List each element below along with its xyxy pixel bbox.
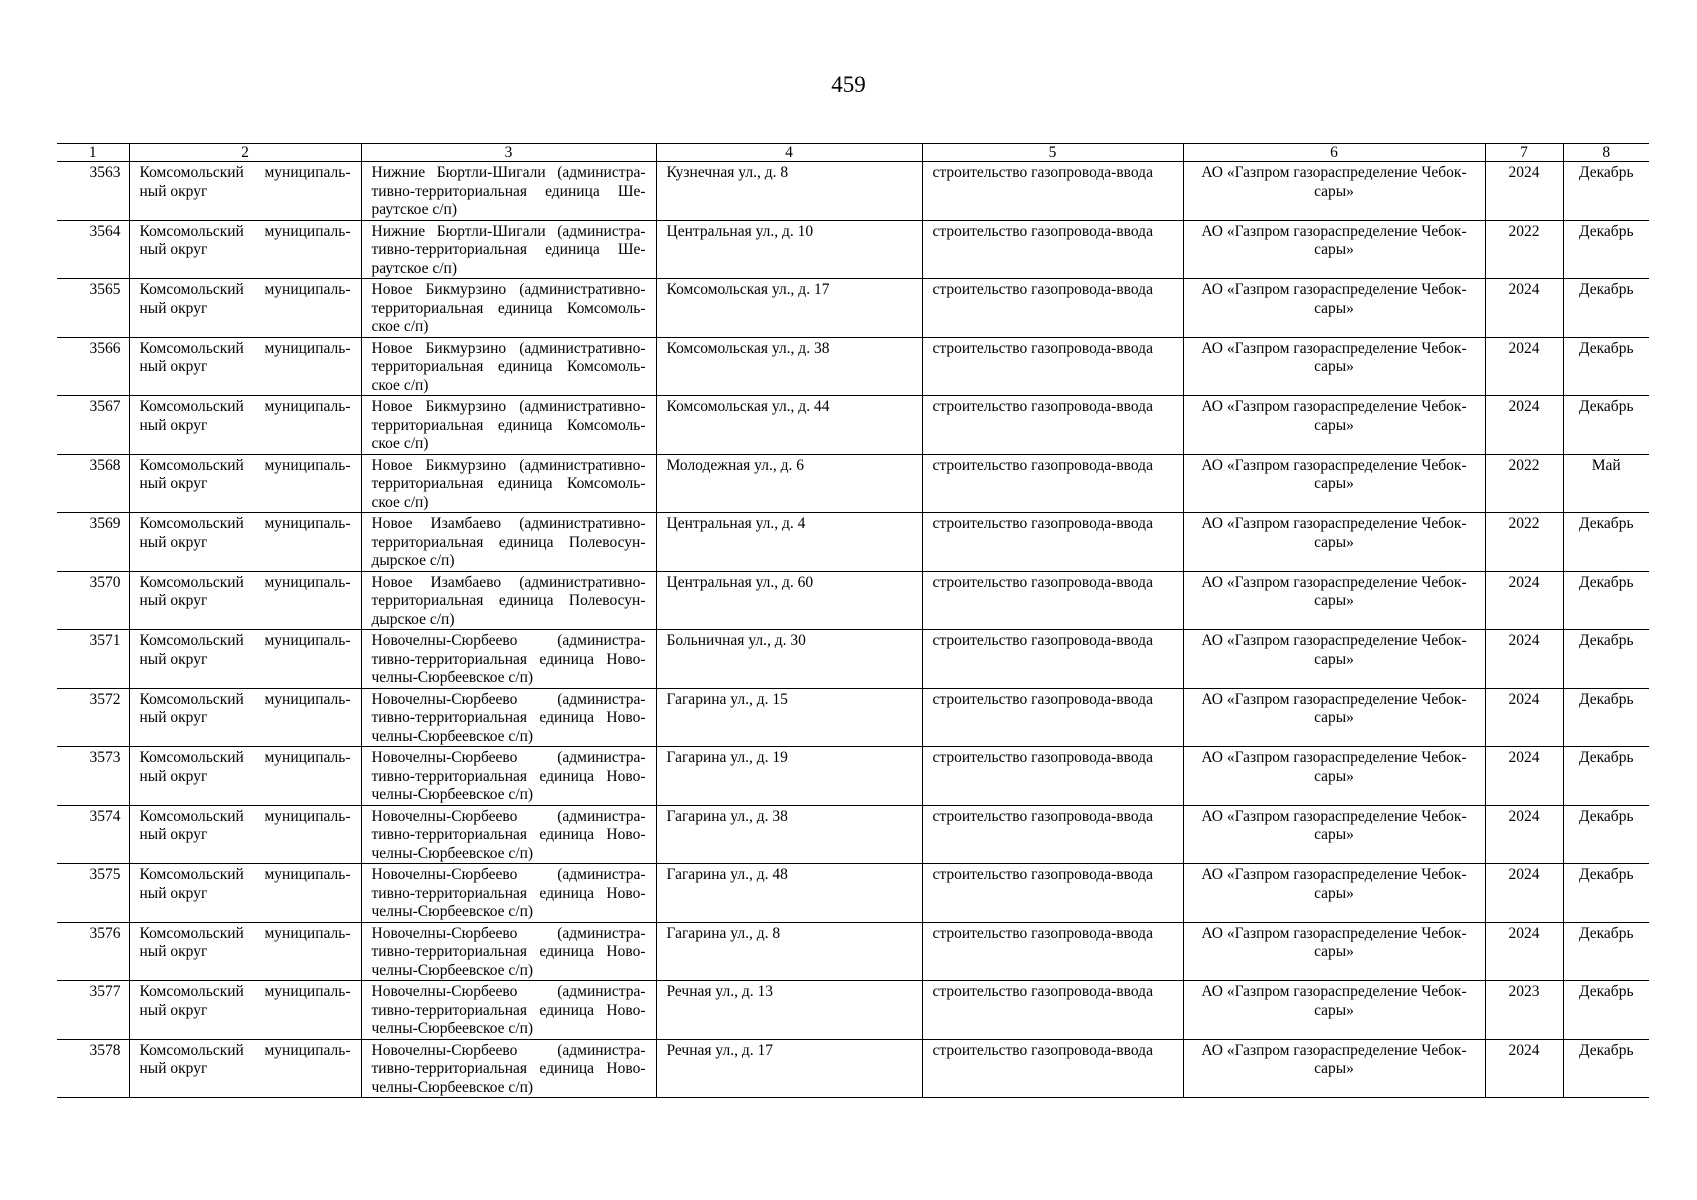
cell-line: ный округ — [139, 358, 208, 375]
cell-organization — [1183, 571, 1485, 630]
cell-locality — [361, 513, 656, 572]
cell-locality — [361, 805, 656, 864]
cell-line: челны-Сюрбеевское с/п) — [371, 961, 534, 979]
cell-district — [129, 220, 361, 279]
cell-year: 2023 — [1485, 981, 1563, 1040]
cell-line: ный округ — [139, 533, 208, 551]
cell-number: 3577 — [57, 981, 129, 1040]
cell-month: Декабрь — [1563, 747, 1649, 806]
cell-address: Больничная ул., д. 30 — [656, 630, 922, 689]
cell-district — [129, 747, 361, 806]
cell-line: АО «Газпром газораспределение Чебок- — [1201, 866, 1467, 883]
cell-line: Комсомольский муниципаль- — [139, 632, 351, 649]
cell-work-type: строительство газопровода-ввода — [922, 922, 1183, 981]
table-row — [57, 805, 1649, 864]
cell-line: ный округ — [139, 1001, 208, 1019]
cell-line: челны-Сюрбеевское с/п) — [371, 727, 534, 745]
cell-district — [129, 396, 361, 455]
cell-month: Декабрь — [1563, 805, 1649, 864]
cell-line: ный округ — [139, 826, 208, 843]
cell-number: 3567 — [57, 396, 129, 455]
cell-line: Новое Изамбаево (административно- — [371, 515, 646, 532]
cell-year: 2024 — [1485, 688, 1563, 747]
cell-line: дырское с/п) — [371, 552, 455, 569]
cell-line: сары» — [1314, 416, 1354, 434]
cell-month: Май — [1563, 454, 1649, 513]
table-row — [57, 630, 1649, 689]
cell-number: 3569 — [57, 513, 129, 572]
cell-line: Комсомольский муниципаль- — [139, 807, 351, 825]
column-header: 2 — [129, 144, 361, 162]
data-table — [57, 143, 1649, 1098]
cell-number: 3565 — [57, 279, 129, 338]
cell-work-type: строительство газопровода-ввода — [922, 688, 1183, 747]
cell-address: Гагарина ул., д. 19 — [656, 747, 922, 806]
cell-locality — [361, 747, 656, 806]
cell-line: сары» — [1314, 943, 1354, 960]
cell-work-type: строительство газопровода-ввода — [922, 630, 1183, 689]
cell-district — [129, 513, 361, 572]
cell-work-type: строительство газопровода-ввода — [922, 747, 1183, 806]
cell-line: Новое Бикмурзино (административно- — [371, 281, 646, 298]
cell-line: ный округ — [139, 884, 208, 902]
cell-line: Нижние Бюртли-Шигали (администра- — [371, 164, 646, 181]
cell-line: ское с/п) — [371, 318, 429, 335]
cell-line: Новое Бикмурзино (административно- — [371, 339, 646, 357]
cell-line: сары» — [1314, 182, 1354, 200]
cell-address: Речная ул., д. 17 — [656, 1039, 922, 1098]
cell-organization — [1183, 337, 1485, 396]
table-header-row — [57, 144, 1649, 162]
cell-number: 3573 — [57, 747, 129, 806]
cell-number: 3564 — [57, 220, 129, 279]
cell-locality — [361, 162, 656, 221]
cell-line: территориальная единица Полевосун- — [371, 592, 646, 609]
cell-number: 3568 — [57, 454, 129, 513]
cell-number: 3575 — [57, 864, 129, 923]
table-row — [57, 922, 1649, 981]
cell-organization — [1183, 747, 1485, 806]
cell-line: тивно-территориальная единица Ново- — [371, 826, 646, 843]
cell-organization — [1183, 396, 1485, 455]
cell-organization — [1183, 513, 1485, 572]
cell-month: Декабрь — [1563, 571, 1649, 630]
cell-organization — [1183, 162, 1485, 221]
column-header: 1 — [57, 144, 129, 162]
cell-line: АО «Газпром газораспределение Чебок- — [1201, 807, 1467, 825]
cell-line: АО «Газпром газораспределение Чебок- — [1201, 573, 1467, 591]
cell-line: Комсомольский муниципаль- — [139, 573, 351, 591]
cell-locality — [361, 1039, 656, 1098]
cell-number: 3572 — [57, 688, 129, 747]
cell-address: Гагарина ул., д. 15 — [656, 688, 922, 747]
cell-line: сары» — [1314, 592, 1354, 609]
cell-line: территориальная единица Комсомоль- — [371, 358, 646, 375]
cell-work-type: строительство газопровода-ввода — [922, 981, 1183, 1040]
cell-line: сары» — [1314, 1001, 1354, 1019]
cell-line: сары» — [1314, 475, 1354, 492]
cell-line: дырское с/п) — [371, 610, 455, 628]
cell-locality — [361, 864, 656, 923]
cell-line: сары» — [1314, 826, 1354, 843]
cell-line: сары» — [1314, 241, 1354, 258]
cell-number: 3574 — [57, 805, 129, 864]
cell-month: Декабрь — [1563, 220, 1649, 279]
cell-line: челны-Сюрбеевское с/п) — [371, 669, 534, 686]
cell-locality — [361, 688, 656, 747]
cell-line: Комсомольский муниципаль- — [139, 983, 351, 1000]
cell-district — [129, 805, 361, 864]
cell-line: Новочелны-Сюрбеево (администра- — [371, 1041, 646, 1059]
cell-year: 2022 — [1485, 513, 1563, 572]
column-header: 3 — [361, 144, 656, 162]
cell-year: 2024 — [1485, 337, 1563, 396]
cell-line: Комсомольский муниципаль- — [139, 515, 351, 532]
column-header: 6 — [1183, 144, 1485, 162]
cell-address: Комсомольская ул., д. 44 — [656, 396, 922, 455]
cell-line: ское с/п) — [371, 493, 429, 511]
cell-work-type: строительство газопровода-ввода — [922, 454, 1183, 513]
cell-line: Комсомольский муниципаль- — [139, 456, 351, 474]
cell-year: 2022 — [1485, 220, 1563, 279]
cell-month: Декабрь — [1563, 688, 1649, 747]
cell-line: Новочелны-Сюрбеево (администра- — [371, 690, 646, 708]
cell-line: челны-Сюрбеевское с/п) — [371, 1078, 534, 1096]
cell-number: 3570 — [57, 571, 129, 630]
cell-district — [129, 981, 361, 1040]
cell-locality — [361, 571, 656, 630]
table-row — [57, 337, 1649, 396]
cell-line: ный округ — [139, 182, 208, 200]
cell-address: Гагарина ул., д. 8 — [656, 922, 922, 981]
cell-organization — [1183, 454, 1485, 513]
cell-line: тивно-территориальная единица Ше- — [371, 182, 646, 200]
cell-line: АО «Газпром газораспределение Чебок- — [1201, 749, 1467, 766]
cell-line: АО «Газпром газораспределение Чебок- — [1201, 281, 1467, 298]
cell-work-type: строительство газопровода-ввода — [922, 805, 1183, 864]
cell-address: Кузнечная ул., д. 8 — [656, 162, 922, 221]
cell-line: АО «Газпром газораспределение Чебок- — [1201, 398, 1467, 415]
cell-number: 3566 — [57, 337, 129, 396]
cell-locality — [361, 922, 656, 981]
cell-year: 2024 — [1485, 1039, 1563, 1098]
cell-line: Комсомольский муниципаль- — [139, 924, 351, 942]
cell-locality — [361, 630, 656, 689]
cell-line: челны-Сюрбеевское с/п) — [371, 1020, 534, 1037]
cell-line: тивно-территориальная единица Ново- — [371, 767, 646, 785]
cell-line: территориальная единица Комсомоль- — [371, 475, 646, 492]
cell-year: 2022 — [1485, 454, 1563, 513]
cell-address: Гагарина ул., д. 38 — [656, 805, 922, 864]
cell-line: Новое Изамбаево (административно- — [371, 573, 646, 591]
cell-line: АО «Газпром газораспределение Чебок- — [1201, 632, 1467, 649]
cell-line: сары» — [1314, 1060, 1354, 1077]
cell-month: Декабрь — [1563, 922, 1649, 981]
cell-line: ный округ — [139, 943, 208, 960]
cell-work-type: строительство газопровода-ввода — [922, 220, 1183, 279]
cell-year: 2024 — [1485, 279, 1563, 338]
cell-month: Декабрь — [1563, 279, 1649, 338]
cell-address: Гагарина ул., д. 48 — [656, 864, 922, 923]
cell-line: Комсомольский муниципаль- — [139, 339, 351, 357]
cell-number: 3578 — [57, 1039, 129, 1098]
cell-line: ный округ — [139, 767, 208, 785]
cell-line: сары» — [1314, 767, 1354, 785]
cell-line: АО «Газпром газораспределение Чебок- — [1201, 164, 1467, 181]
cell-line: тивно-территориальная единица Ново- — [371, 884, 646, 902]
cell-line: Комсомольский муниципаль- — [139, 749, 351, 766]
table-row — [57, 162, 1649, 221]
cell-line: АО «Газпром газораспределение Чебок- — [1201, 924, 1467, 942]
column-header: 5 — [922, 144, 1183, 162]
table-row — [57, 571, 1649, 630]
cell-line: ный округ — [139, 241, 208, 258]
cell-line: АО «Газпром газораспределение Чебок- — [1201, 690, 1467, 708]
cell-year: 2024 — [1485, 747, 1563, 806]
cell-line: тивно-территориальная единица Ново- — [371, 1060, 646, 1077]
cell-line: Комсомольский муниципаль- — [139, 164, 351, 181]
cell-month: Декабрь — [1563, 864, 1649, 923]
cell-line: Комсомольский муниципаль- — [139, 1041, 351, 1059]
cell-line: тивно-территориальная единица Ново- — [371, 709, 646, 726]
cell-line: Новочелны-Сюрбеево (администра- — [371, 749, 646, 766]
cell-line: АО «Газпром газораспределение Чебок- — [1201, 983, 1467, 1000]
cell-locality — [361, 220, 656, 279]
table-row — [57, 1039, 1649, 1098]
cell-line: АО «Газпром газораспределение Чебок- — [1201, 456, 1467, 474]
cell-line: сары» — [1314, 358, 1354, 375]
cell-year: 2024 — [1485, 162, 1563, 221]
table-row — [57, 454, 1649, 513]
cell-year: 2024 — [1485, 805, 1563, 864]
cell-line: территориальная единица Комсомоль- — [371, 416, 646, 434]
cell-district — [129, 571, 361, 630]
cell-district — [129, 337, 361, 396]
cell-year: 2024 — [1485, 922, 1563, 981]
cell-line: тивно-территориальная единица Ново- — [371, 650, 646, 668]
cell-district — [129, 864, 361, 923]
cell-number: 3563 — [57, 162, 129, 221]
cell-number: 3576 — [57, 922, 129, 981]
table-row — [57, 688, 1649, 747]
cell-locality — [361, 981, 656, 1040]
table-row — [57, 981, 1649, 1040]
cell-line: АО «Газпром газораспределение Чебок- — [1201, 515, 1467, 532]
cell-work-type: строительство газопровода-ввода — [922, 571, 1183, 630]
cell-district — [129, 688, 361, 747]
cell-address: Центральная ул., д. 4 — [656, 513, 922, 572]
cell-organization — [1183, 805, 1485, 864]
cell-organization — [1183, 279, 1485, 338]
cell-address: Центральная ул., д. 60 — [656, 571, 922, 630]
cell-work-type: строительство газопровода-ввода — [922, 162, 1183, 221]
cell-line: Комсомольский муниципаль- — [139, 866, 351, 883]
cell-district — [129, 1039, 361, 1098]
cell-line: раутское с/п) — [371, 201, 458, 218]
cell-year: 2024 — [1485, 864, 1563, 923]
cell-line: Новочелны-Сюрбеево (администра- — [371, 632, 646, 649]
cell-line: Новочелны-Сюрбеево (администра- — [371, 924, 646, 942]
cell-district — [129, 454, 361, 513]
cell-month: Декабрь — [1563, 981, 1649, 1040]
cell-line: Нижние Бюртли-Шигали (администра- — [371, 222, 646, 240]
cell-line: челны-Сюрбеевское с/п) — [371, 844, 534, 862]
cell-line: Комсомольский муниципаль- — [139, 398, 351, 415]
cell-month: Декабрь — [1563, 396, 1649, 455]
cell-line: ный округ — [139, 475, 208, 492]
cell-line: АО «Газпром газораспределение Чебок- — [1201, 222, 1467, 240]
cell-line: Новое Бикмурзино (административно- — [371, 456, 646, 474]
column-header: 8 — [1563, 144, 1649, 162]
cell-work-type: строительство газопровода-ввода — [922, 396, 1183, 455]
cell-district — [129, 922, 361, 981]
cell-line: тивно-территориальная единица Ше- — [371, 241, 646, 258]
cell-line: сары» — [1314, 299, 1354, 317]
cell-organization — [1183, 1039, 1485, 1098]
cell-line: челны-Сюрбеевское с/п) — [371, 786, 534, 803]
cell-line: Новое Бикмурзино (административно- — [371, 398, 646, 415]
cell-line: ный округ — [139, 1060, 208, 1077]
cell-address: Молодежная ул., д. 6 — [656, 454, 922, 513]
cell-month: Декабрь — [1563, 513, 1649, 572]
cell-district — [129, 279, 361, 338]
table-body — [57, 162, 1649, 1098]
cell-line: АО «Газпром газораспределение Чебок- — [1201, 339, 1467, 357]
cell-line: территориальная единица Комсомоль- — [371, 299, 646, 317]
cell-district — [129, 162, 361, 221]
cell-work-type: строительство газопровода-ввода — [922, 337, 1183, 396]
cell-line: раутское с/п) — [371, 259, 458, 277]
cell-line: ный округ — [139, 709, 208, 726]
table-row — [57, 220, 1649, 279]
cell-line: Новочелны-Сюрбеево (администра- — [371, 983, 646, 1000]
cell-line: сары» — [1314, 533, 1354, 551]
column-header: 4 — [656, 144, 922, 162]
cell-address: Комсомольская ул., д. 17 — [656, 279, 922, 338]
cell-line: ское с/п) — [371, 435, 429, 452]
cell-address: Комсомольская ул., д. 38 — [656, 337, 922, 396]
cell-organization — [1183, 220, 1485, 279]
cell-line: сары» — [1314, 884, 1354, 902]
cell-line: ный округ — [139, 650, 208, 668]
table-row — [57, 864, 1649, 923]
cell-work-type: строительство газопровода-ввода — [922, 279, 1183, 338]
cell-locality — [361, 337, 656, 396]
cell-locality — [361, 396, 656, 455]
cell-work-type: строительство газопровода-ввода — [922, 513, 1183, 572]
cell-organization — [1183, 630, 1485, 689]
cell-month: Декабрь — [1563, 1039, 1649, 1098]
cell-work-type: строительство газопровода-ввода — [922, 1039, 1183, 1098]
cell-locality — [361, 454, 656, 513]
column-header: 7 — [1485, 144, 1563, 162]
cell-month: Декабрь — [1563, 162, 1649, 221]
cell-line: тивно-территориальная единица Ново- — [371, 1001, 646, 1019]
cell-organization — [1183, 688, 1485, 747]
cell-line: челны-Сюрбеевское с/п) — [371, 903, 534, 920]
cell-address: Центральная ул., д. 10 — [656, 220, 922, 279]
cell-locality — [361, 279, 656, 338]
table-row — [57, 396, 1649, 455]
cell-organization — [1183, 864, 1485, 923]
cell-line: ный округ — [139, 416, 208, 434]
cell-line: Комсомольский муниципаль- — [139, 690, 351, 708]
cell-year: 2024 — [1485, 396, 1563, 455]
cell-line: тивно-территориальная единица Ново- — [371, 943, 646, 960]
cell-line: Новочелны-Сюрбеево (администра- — [371, 807, 646, 825]
cell-line: АО «Газпром газораспределение Чебок- — [1201, 1041, 1467, 1059]
cell-year: 2024 — [1485, 571, 1563, 630]
cell-number: 3571 — [57, 630, 129, 689]
cell-organization — [1183, 922, 1485, 981]
cell-month: Декабрь — [1563, 337, 1649, 396]
cell-address: Речная ул., д. 13 — [656, 981, 922, 1040]
cell-line: сары» — [1314, 650, 1354, 668]
page-number: 459 — [831, 72, 866, 97]
cell-line: Комсомольский муниципаль- — [139, 222, 351, 240]
cell-year: 2024 — [1485, 630, 1563, 689]
cell-line: сары» — [1314, 709, 1354, 726]
cell-line: Новочелны-Сюрбеево (администра- — [371, 866, 646, 883]
cell-district — [129, 630, 361, 689]
cell-month: Декабрь — [1563, 630, 1649, 689]
cell-organization — [1183, 981, 1485, 1040]
table-row — [57, 279, 1649, 338]
table-row — [57, 747, 1649, 806]
cell-work-type: строительство газопровода-ввода — [922, 864, 1183, 923]
table-row — [57, 513, 1649, 572]
cell-line: территориальная единица Полевосун- — [371, 533, 646, 551]
cell-line: Комсомольский муниципаль- — [139, 281, 351, 298]
cell-line: ный округ — [139, 299, 208, 317]
cell-line: ный округ — [139, 592, 208, 609]
cell-line: ское с/п) — [371, 376, 429, 394]
